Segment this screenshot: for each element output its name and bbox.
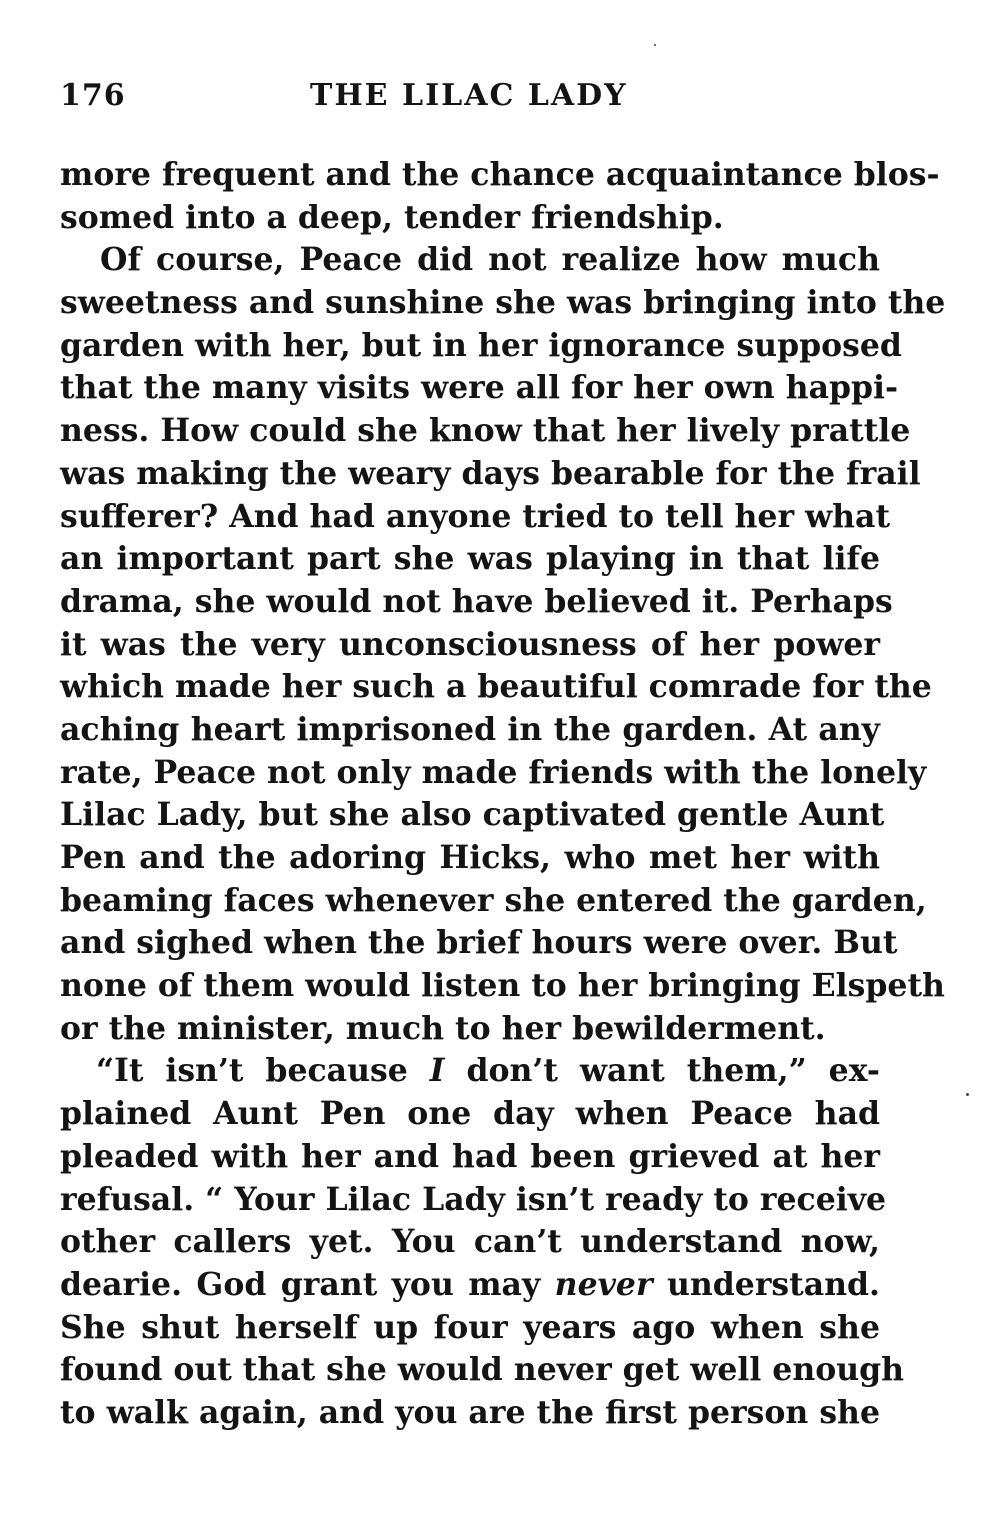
text-line: aching heart imprisoned in the garden. At any <box>60 710 880 748</box>
text-line: or the minister, much to her bewilderment. <box>60 1009 826 1047</box>
running-head <box>60 72 880 124</box>
text-line: sweetness and sunshine she was bringing into the <box>60 284 946 322</box>
text-line: refusal. “ Your Lilac Lady isn’t ready to receive <box>60 1180 887 1218</box>
text-line: sufferer? And had anyone tried to tell her what <box>60 497 891 535</box>
line-segment: don’t want them,” ex- <box>444 1052 880 1090</box>
text-line: none of them would listen to her bringing Elspeth <box>60 967 945 1005</box>
text-line: and sighed when the brief hours were over. But <box>60 924 898 962</box>
text-line: drama, she would not have believed it. Perhaps <box>60 582 893 620</box>
text-line: Lilac Lady, but she also captivated gentle Aunt <box>60 796 885 834</box>
text-line: rate, Peace not only made friends with the lonely <box>60 753 927 791</box>
text-line: an important part she was playing in that life <box>60 540 880 578</box>
text-line: was making the weary days bearable for the frail <box>60 454 921 492</box>
text-line: it was the very unconsciousness of her power <box>60 625 880 663</box>
paragraph-start-line: Of course, Peace did not realize how much <box>100 241 880 279</box>
emphasized-word: I <box>429 1052 445 1090</box>
line-segment: dearie. God grant you may <box>60 1265 555 1303</box>
text-line: Pen and the adoring Hicks, who met her with <box>60 839 880 876</box>
text-line <box>60 1264 880 1307</box>
text-line: ness. How could she know that her lively prattle <box>60 412 911 450</box>
line-segment: “It isn’t because <box>96 1052 430 1090</box>
text-line: plained Aunt Pen one day when Peace had <box>60 1095 880 1133</box>
book-title: THE LILAC LADY <box>310 78 628 113</box>
text-line: that the many visits were all for her own happi- <box>60 369 899 407</box>
text-line: found out that she would never get well enough <box>60 1351 905 1389</box>
text-line: She shut herself up four years ago when she <box>60 1308 880 1346</box>
text-line: which made her such a beautiful comrade for the <box>60 668 932 706</box>
emphasized-word: never <box>554 1265 653 1303</box>
line-segment: understand. <box>652 1265 881 1303</box>
text-line: other callers yet. You can’t understand now, <box>60 1223 880 1261</box>
body-text <box>60 154 946 1435</box>
paper-speck <box>966 1093 969 1096</box>
text-line: garden with her, but in her ignorance supposed <box>60 326 902 364</box>
text-line: pleaded with her and had been grieved at her <box>60 1137 880 1175</box>
paragraph-start-line <box>60 1050 880 1093</box>
text-line: more frequent and the chance acquaintance blos- <box>60 156 940 193</box>
book-page <box>60 72 946 1435</box>
text-line: beaming faces whenever she entered the garden, <box>60 881 927 919</box>
paper-speck <box>654 44 656 46</box>
text-line: to walk again, and you are the first person she <box>60 1393 880 1431</box>
text-line: somed into a deep, tender friendship. <box>60 198 724 236</box>
page-number: 176 <box>60 78 126 113</box>
